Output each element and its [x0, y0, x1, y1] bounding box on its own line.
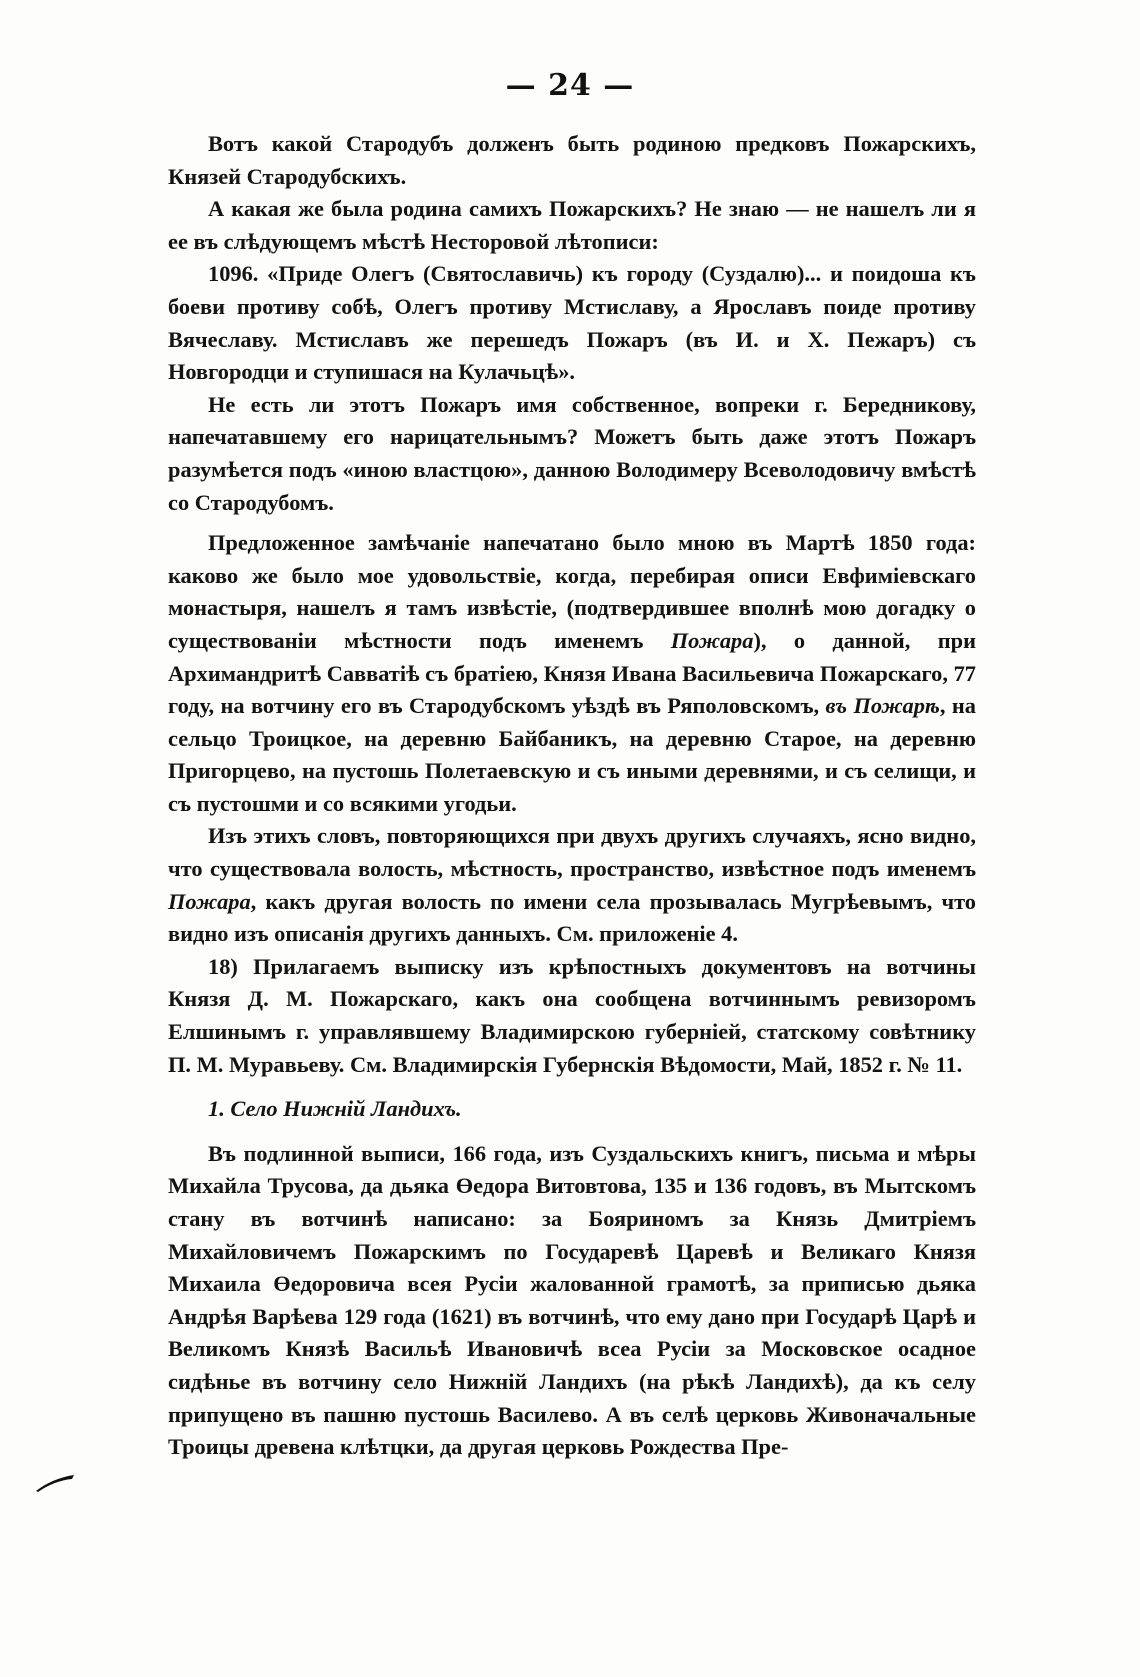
body-paragraph: Въ подлинной выписи, 166 года, изъ Суздальскихъ книгъ, письма и мѣры Михайла Трусова, да дьяка Өедора Витовтова, 135 и 136 годовъ, въ Мытскомъ стану въ вотчинѣ написано: за Бояриномъ за Князь Дмитріемъ Михайловичемъ Пожарскимъ по Государевѣ Царевѣ и Великаго Князя Михаила Өедоровича всея Русіи жалованной грамотѣ, за приписью дьяка Андрѣя Варѣева 129 года (1621) въ вотчинѣ, что ему дано при Государѣ Царѣ и Великомъ Князѣ Васильѣ Ивановичѣ всеа Русіи за Московское осадное сидѣнье въ вотчину село Нижній Ландихъ (на рѣкѣ Ландихѣ), да къ селу припущено въ пашню пустошь Василево. А въ селѣ церковь Живоначальные Троицы древена клѣтцки, да другая церковь Рождества Пре-: [168, 1140, 976, 1460]
paragraph-7: 18) Прилагаемъ выписку изъ крѣпостныхъ документовъ на вотчины Князя Д. М. Пожарскаго, какъ она сообщена вотчиннымъ ревизоромъ Елшинымъ г. управлявшему Владимирскою губерніей, статскому совѣтнику П. М. Муравьеву. См. Владимирскія Губернскія Вѣдомости, Май, 1852 г. № 11.: [168, 953, 976, 1077]
section-heading: [168, 1093, 976, 1126]
paragraph-5-italic-a: Пожара: [670, 627, 754, 653]
paragraph-6: [168, 820, 976, 950]
paragraph-5-part-e: , на сельцо Троицкое, на деревню Байбаникъ, на деревню Старое, на деревню Пригорцево, на пустошь Полетаевскую и съ иными деревнями, и съ селищи, и съ пустошми и со всякими угодьи.: [168, 693, 976, 816]
paragraph-5: [168, 527, 976, 820]
paragraph-6-part-c: , какъ другая волость по имени села прозывалась Мугрѣевымъ, что видно изъ описанія другихъ данныхъ. См. приложеніе 4.: [168, 888, 976, 947]
paragraph-5-part-c: ), о данной, при Архимандритѣ Савватіѣ съ братіею, Князя Ивана Васильевича Пожарскаго, 77 году, на вотчину его въ Стародубскомъ уѣздѣ въ Ряполовскомъ,: [168, 627, 976, 719]
paragraph-4: Не есть ли этотъ Пожаръ имя собственное, вопреки г. Бередникову, напечатавшему его нарицательнымъ? Можетъ быть даже этотъ Пожаръ разумѣется подъ «иною властцою», данною Володимеру Всеволодовичу вмѣстѣ со Стародубомъ.: [168, 391, 976, 515]
paragraph-1: Вотъ какой Стародубъ долженъ быть родиною предковъ Пожарскихъ, Князей Стародубскихъ.: [168, 131, 976, 189]
page-text: [168, 128, 976, 1464]
section-number: 1.: [208, 1096, 225, 1122]
section-title: Село Нижній Ландихъ.: [230, 1096, 462, 1122]
ink-mark: [34, 1473, 76, 1493]
paragraph-5-part-a: Предложенное замѣчаніе напечатано было мною въ Мартѣ 1850 года: каково же было мое удовольствіе, когда, перебирая описи Евфиміевскаго монастыря, нашелъ я тамъ извѣстіе, (подтвердившее вполнѣ мою догадку о существованіи мѣстности подъ именемъ: [168, 530, 976, 653]
page-number: — 24 —: [505, 68, 635, 103]
paragraph-6-part-a: Изъ этихъ словъ, повторяющихся при двухъ другихъ случаяхъ, ясно видно, что существовала волость, мѣстность, пространство, извѣстное подъ именемъ: [168, 823, 976, 882]
paragraph-3: 1096. «Приде Олегъ (Святославичь) къ городу (Суздалю)... и поидоша къ боеви противу собѣ, Олегъ противу Мстиславу, а Ярославъ поиде противу Вячеславу. Мстиславъ же перешедъ Пожаръ (въ И. и Х. Пежаръ) съ Новгородци и ступишася на Кулачьцѣ».: [168, 261, 976, 385]
paragraph-2: А какая же была родина самихъ Пожарскихъ? Не знаю — не нашелъ ли я ее въ слѣдующемъ мѣстѣ Несторовой лѣтописи:: [168, 196, 976, 254]
paragraph-5-italic-b: въ Пожарѣ: [825, 693, 940, 719]
paragraph-6-italic: Пожара: [168, 888, 251, 914]
